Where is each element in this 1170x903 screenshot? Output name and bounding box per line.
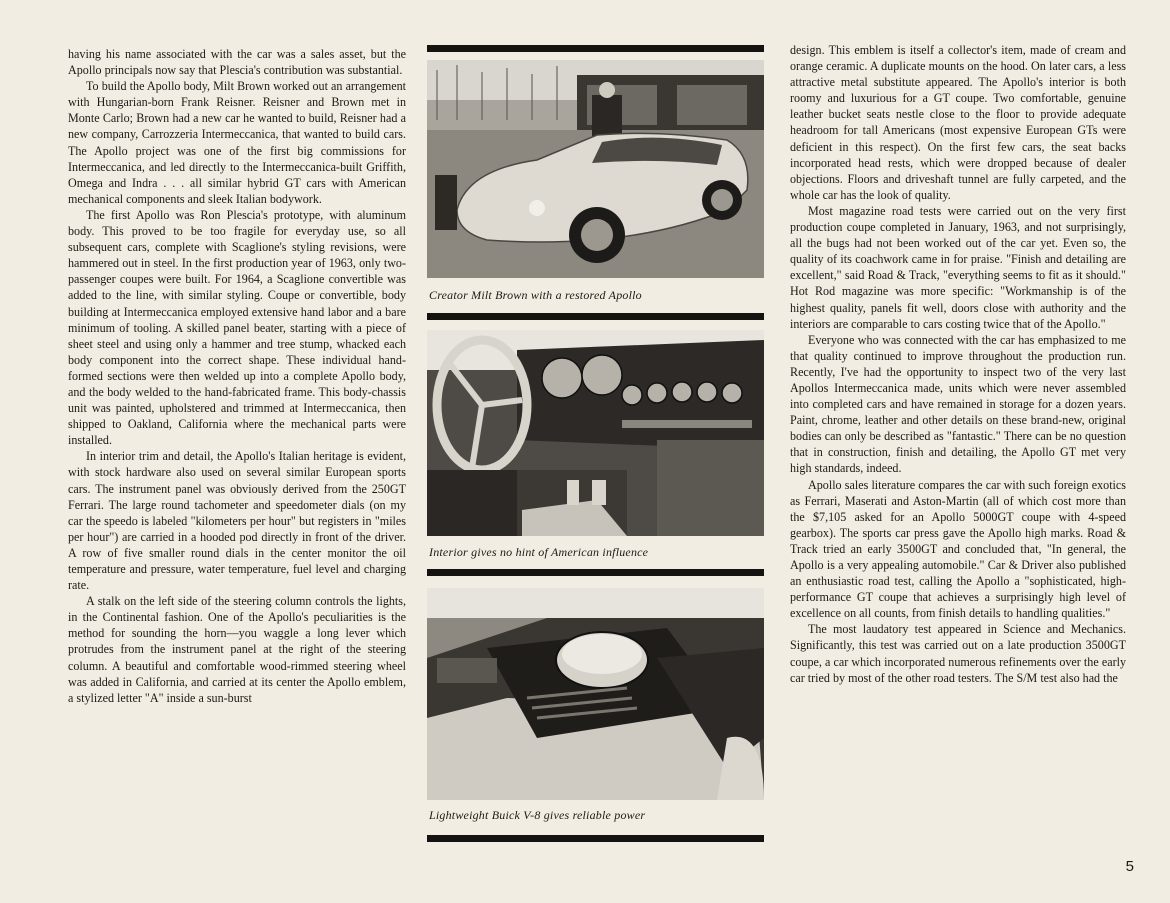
paragraph: The most laudatory test appeared in Science and Mechanics. Significantly, this test was carried out on a late production 3500GT coupe, a car which incorporated numerous refinements over the early car tried by most of the other road testers. The S/M test also had the	[790, 622, 1126, 685]
paragraph: Everyone who was connected with the car has emphasized to me that quality continued to improve throughout the production run. Recently, I've had the opportunity to inspect two of the very last Apollos Intermeccanica made, units which were never assembled into completed cars and have remained in storage for a dozen years. Paint, chrome, leather and other details on these brand-new, original bodies can only be described as "fantastic." There can be no question that in construction, finish and detailing, the Apollo GT met very high standards, indeed.	[790, 332, 1126, 476]
divider-rule	[427, 835, 764, 842]
photo-car-interior	[427, 330, 764, 536]
paragraph: To build the Apollo body, Milt Brown worked out an arrangement with Hungarian-born Frank Reisner. Reisner and Brown met in Monte Carlo; Brown had a new car he wanted to build, Reisner had a new company, Carrozzeria Intermeccanica, that wanted to build cars. The Apollo project was one of the first big commissions for Intermeccanica, and led directly to the Intermeccanica-built Griffith, Omega and Indra . . . all similar hybrid GT cars with American mechanical components and sleek Italian bodywork.	[68, 79, 406, 206]
paragraph: A stalk on the left side of the steering column controls the lights, in the Continental fashion. One of the Apollo's peculiarities is the method for sounding the horn—you waggle a long lever which protrudes from the instrument panel at the right of the steering column. A beautiful and comfortable wood-rimmed steering wheel was added in California, and carried at its center the Apollo emblem, a stylized letter "A" inside a sun-burst	[68, 594, 406, 705]
paragraph: Most magazine road tests were carried out on the very first production coupe completed in January, 1963, and not surprisingly, all the bugs had not been worked out of the car yet. Even so, the quality of its coachwork came in for praise. "Finish and detailing are excellent," said Road & Track, "everything seems to fit as it should." Hot Rod magazine was more specific: "Workmanship is of the highest quality, panels fit well, doors close with authority and the interiors are comparable to cars costing twice that of the Apollo."	[790, 203, 1126, 331]
photo-caption: Interior gives no hint of American influence	[429, 545, 649, 559]
photo-engine-bay	[427, 588, 764, 800]
paragraph: In interior trim and detail, the Apollo's Italian heritage is evident, with stock hardware also used on several similar European sports cars. The instrument panel was obviously derived from the 250GT Ferrari. The large round tachometer and speedometer dials (on my car the speedo is labeled "kilometers per hour" but registers in "miles per hour") are carried in a hooded pod directly in front of the driver. A row of five smaller round dials in the center monitor the oil temperature and pressure, water temperature, fuel level and charging rate.	[68, 449, 406, 593]
page-number: 5	[1125, 858, 1134, 875]
photo-caption: Creator Milt Brown with a restored Apollo	[429, 288, 642, 302]
left-text-column	[68, 46, 406, 706]
paragraph: having his name associated with the car was a sales asset, but the Apollo principals now say that Plescia's contribution was substantial.	[68, 47, 406, 78]
photo-caption: Lightweight Buick V-8 gives reliable power	[429, 808, 646, 822]
paragraph: design. This emblem is itself a collector's item, made of cream and orange ceramic. A duplicate mounts on the hood. On later cars, a less attractive metal substitute appeared. The Apollo's interior is both roomy and luxurious for a GT coupe. Two comfortable, genuine leather bucket seats nestle close to the floor to provide adequate headroom for tall Americans (most expensive European GTs were deficient in this respect). On the first few cars, the seat backs incorporated head rests, which were dropped because of dealer objections. Floors and driveshaft tunnel are fully carpeted, and the whole car has the look of quality.	[790, 43, 1126, 202]
divider-rule	[427, 45, 764, 52]
paragraph: The first Apollo was Ron Plescia's prototype, with aluminum body. This proved to be too fragile for everyday use, so all subsequent cars, complete with Scaglione's styling revisions, were hammered out in steel. In the first production year of 1963, only two-passenger coupes were built. For 1964, a Scaglione convertible was added to the line, with similar styling. Coupe or convertible, body building at Intermeccanica employed extensive hand labor and a bare minimum of tooling. A skilled panel beater, starting with a piece of sheet steel and using only a hammer and tree stump, whacked each body component into the correct shape. These individual hand-formed sections were then welded up into a complete Apollo body, and the body welded to the hand-fabricated frame. This body-chassis unit was painted, upholstered and trimmed at Intermeccanica, then shipped to Oakland, California where the mechanical parts were installed.	[68, 207, 406, 448]
paragraph: Apollo sales literature compares the car with such foreign exotics as Ferrari, Maserati and Aston-Martin (all of which cost more than the $7,105 asked for an Apollo 5000GT coupe with 4-speed gearbox). The sports car press gave the Apollo high marks. Road & Track tried an early 3500GT and concluded that, "In general, the Apollo is a very appealing automobile." Car & Driver also published an enthusiastic road test, calling the Apollo a "sophisticated, high-performance GT coupe that achieves a surprisingly high level of excellence on all counts, from finish details to handling qualities."	[790, 477, 1126, 621]
photo-car-exterior	[427, 60, 764, 278]
divider-rule	[427, 313, 764, 320]
divider-rule	[427, 569, 764, 576]
right-text-column	[790, 42, 1126, 686]
